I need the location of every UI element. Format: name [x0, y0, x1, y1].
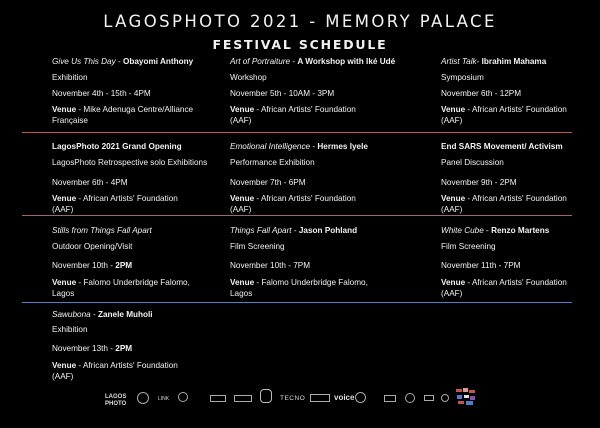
venue-text: - Falomo Underbridge Falomo, Lagos — [230, 278, 368, 298]
divider-line — [22, 302, 572, 303]
event-venue — [441, 277, 571, 299]
event-type: Performance Exhibition — [230, 158, 315, 167]
event-card — [441, 141, 600, 213]
event-card — [52, 309, 222, 381]
event-artist: End SARS Movement/ Activism — [441, 142, 563, 151]
event-type: Panel Discussion — [441, 158, 504, 167]
venue-label: Venue — [230, 194, 255, 203]
venue-text: - African Artists' Foundation (AAF) — [230, 194, 356, 214]
event-title: Stills from Things Fall Apart — [52, 226, 152, 235]
tecno-logo: TECNO — [280, 395, 306, 402]
event-date-text: November 10th - — [52, 261, 113, 270]
box-logo — [384, 395, 396, 402]
event-type: Outdoor Opening/Visit — [52, 242, 133, 251]
event-date: November 6th - 12PM — [441, 89, 522, 98]
event-artist: LagosPhoto 2021 Grand Opening — [52, 142, 182, 151]
emblem-logo — [405, 393, 415, 403]
ring-logo — [137, 392, 149, 404]
page-subtitle: FESTIVAL SCHEDULE — [212, 37, 388, 52]
venue-text: - African Artists' Foundation (AAF) — [441, 278, 567, 298]
event-date — [52, 260, 132, 271]
event-type: Film Screening — [441, 242, 496, 251]
page-title: LAGOSPHOTO 2021 - MEMORY PALACE — [103, 12, 497, 31]
event-venue — [230, 104, 370, 126]
colorful-art-icon — [455, 387, 477, 407]
event-date: November 10th - 7PM — [230, 261, 311, 270]
circle-logo — [441, 394, 449, 402]
box-logo — [424, 395, 434, 401]
venue-label: Venue — [441, 278, 466, 287]
event-date: November 6th - 4PM — [52, 178, 128, 187]
event-card — [52, 141, 222, 213]
mascot-logo — [260, 389, 272, 403]
event-artist: A Workshop with Iké Udé — [297, 57, 396, 66]
event-separator: - — [291, 226, 299, 235]
venue-text: - Falomo Underbridge Falomo, Lagos — [52, 278, 190, 298]
art-logo — [455, 387, 477, 407]
sponsor-logos — [0, 386, 600, 418]
event-date: November 4th - 15th - 4PM — [52, 89, 151, 98]
event-type: Workshop — [230, 73, 267, 82]
venue-label: Venue — [441, 194, 466, 203]
event-title: Things Fall Apart — [230, 226, 292, 235]
event-venue — [441, 104, 571, 126]
event-date — [52, 343, 132, 354]
event-venue — [230, 193, 360, 215]
event-date: November 9th - 2PM — [441, 178, 517, 187]
lagosphoto-logo: LAGOS PHOTO — [105, 394, 127, 407]
emblem-logo — [178, 392, 188, 402]
event-date: November 5th - 10AM - 3PM — [230, 89, 335, 98]
event-venue — [230, 277, 370, 299]
venue-label: Venue — [52, 105, 77, 114]
event-card — [52, 56, 222, 128]
venue-label: Venue — [52, 278, 77, 287]
voice-logo: voice — [334, 393, 355, 402]
event-card — [52, 225, 222, 297]
event-time: 2PM — [115, 344, 133, 353]
event-artist: Zanele Muholi — [97, 310, 153, 319]
event-title: Artist Talk — [441, 57, 477, 66]
venue-label: Venue — [230, 105, 255, 114]
venue-label: Venue — [52, 194, 77, 203]
event-type: Symposium — [441, 73, 484, 82]
venue-text: - African Artists' Foundation (AAF) — [441, 194, 567, 214]
box-logo — [310, 394, 330, 402]
divider-line — [22, 215, 572, 216]
event-venue — [52, 193, 182, 215]
event-title: Sawubona — [52, 310, 91, 319]
event-venue — [52, 360, 182, 382]
event-type: LagosPhoto Retrospective solo Exhibitions — [52, 158, 208, 167]
venue-label: Venue — [441, 105, 466, 114]
venue-text: - African Artists' Foundation (AAF) — [52, 361, 178, 381]
event-artist: Ibrahim Mahama — [481, 57, 547, 66]
event-type: Exhibition — [52, 325, 88, 334]
event-type: Film Screening — [230, 242, 285, 251]
venue-text: - African Artists' Foundation (AAF) — [230, 105, 356, 125]
box-logo — [234, 395, 252, 402]
event-time: 2PM — [115, 261, 133, 270]
event-title: Emotional Intelligence — [230, 142, 311, 151]
event-type: Exhibition — [52, 73, 88, 82]
event-card — [441, 56, 600, 128]
event-title: Give Us This Day — [52, 57, 116, 66]
venue-text: - Mike Adenuga Centre/Alliance Française — [52, 105, 194, 125]
event-card — [230, 56, 400, 128]
event-date: November 7th - 6PM — [230, 178, 306, 187]
event-date: November 11th - 7PM — [441, 261, 521, 270]
event-separator: - — [90, 310, 98, 319]
link-logo: LINK — [158, 396, 170, 402]
event-separator: - — [483, 226, 492, 235]
event-separator: - — [310, 142, 318, 151]
circle-logo — [355, 392, 366, 403]
venue-text: - African Artists' Foundation (AAF) — [441, 105, 567, 125]
event-artist: Hermes Iyele — [317, 142, 368, 151]
event-title: Art of Portraiture — [230, 57, 291, 66]
event-title: White Cube — [441, 226, 484, 235]
event-card — [441, 225, 600, 297]
event-card — [230, 225, 400, 297]
event-venue — [52, 104, 202, 126]
event-venue — [52, 277, 192, 299]
box-logo — [210, 395, 226, 402]
event-card — [230, 141, 400, 213]
event-separator: - — [290, 57, 298, 66]
event-date-text: November 13th - — [52, 344, 113, 353]
event-separator: - — [476, 57, 482, 66]
event-artist: Renzo Martens — [491, 226, 550, 235]
divider-line — [22, 132, 572, 133]
event-artist: Obayomi Anthony — [122, 57, 194, 66]
event-artist: Jason Pohland — [298, 226, 358, 235]
venue-label: Venue — [52, 361, 77, 370]
venue-label: Venue — [230, 278, 255, 287]
event-venue — [441, 193, 571, 215]
event-separator: - — [115, 57, 123, 66]
venue-text: - African Artists' Foundation (AAF) — [52, 194, 178, 214]
